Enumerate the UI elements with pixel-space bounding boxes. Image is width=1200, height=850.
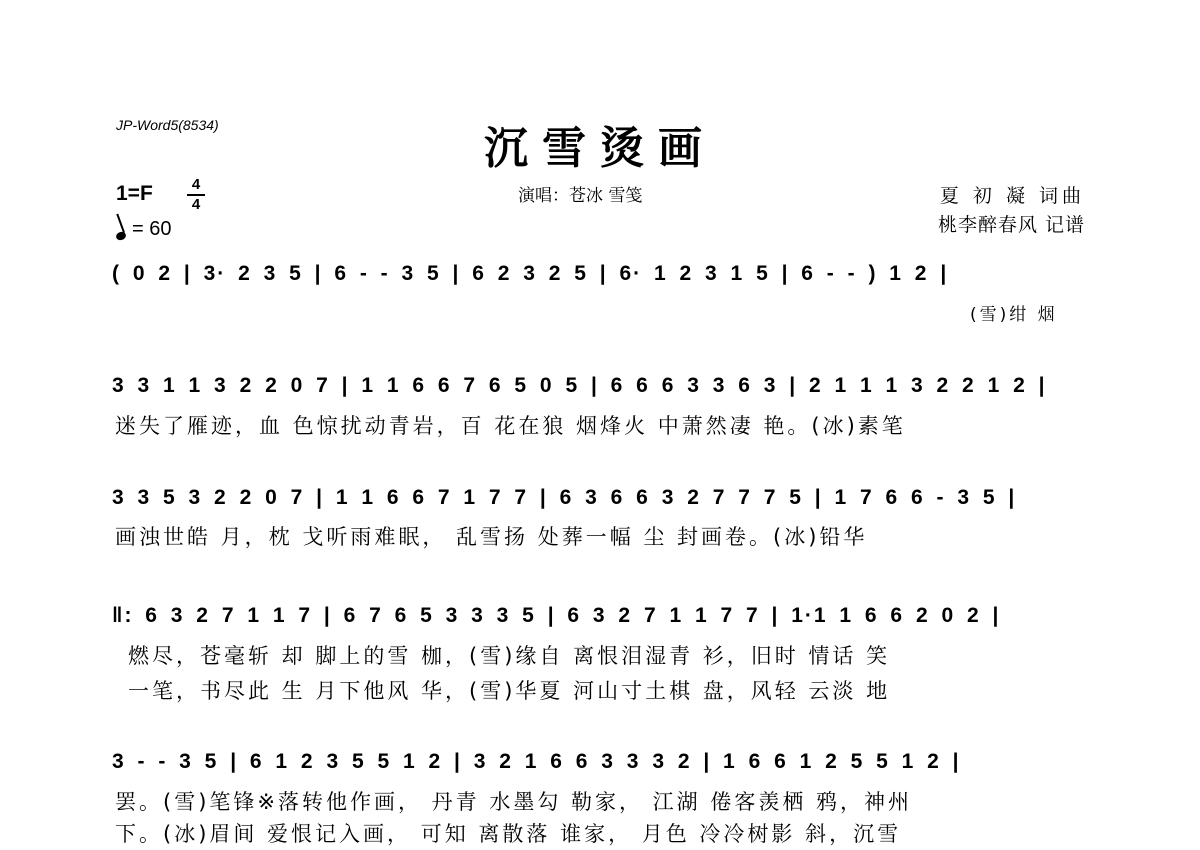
transcriber-credit: 桃李醉春风 记谱 [937,214,1085,236]
score-line-1-hint: (雪)绀 烟 [970,305,1058,325]
score-line-5-notes: 3 - - 3 5 | 6 1 2 3 5 5 1 2 | 3 2 1 6 6 3 3 3 2 | 1 6 6 1 2 5 5 1 2 | [112,750,961,773]
tempo-value: = 60 [132,218,172,240]
score-line-3-notes: 3 3 5 3 2 2 0 7 | 1 1 6 6 7 1 7 7 | 6 3 6 6 3 2 7 7 7 5 | 1 7 6 6 - 3 5 | [112,486,1017,509]
score-line-1-notes: ( 0 2 | 3· 2 3 5 | 6 - - 3 5 | 6 2 3 2 5 | 6· 1 2 3 1 5 | 6 - - ) 1 2 | [112,262,949,285]
score-line-5-lyrics-verse-1: 罢。(雪)笔锋※落转他作画， 丹青 水墨勾 勒家， 江湖 倦客羡栖 鸦，神州 [115,790,913,814]
time-signature [187,177,205,213]
score-line-2-notes: 3 3 1 1 3 2 2 0 7 | 1 1 6 6 7 6 5 0 5 | 6 6 6 3 3 6 3 | 2 1 1 1 3 2 2 1 2 | [112,374,1047,397]
singers-credit: 演唱：苍冰 雪笺 [518,186,643,206]
score-line-5-lyrics-verse-2: 下。(冰)眉间 爱恨记入画， 可知 离散落 谁家， 月色 冷冷树影 斜，沉雪 [115,822,902,846]
song-title: 沉雪烫画 [484,123,716,174]
score-line-4-lyrics-verse-2: 一笔，书尽此 生 月下他风 华，(雪)华夏 河山寸土棋 盘，风轻 云淡 地 [128,679,891,703]
score-line-2-lyrics: 迷失了雁迹，血 色惊扰动青岩，百 花在狼 烟烽火 中萧然凄 艳。(冰)素笔 [115,414,906,438]
time-signature-bottom: 4 [191,196,201,213]
composer-credit: 夏 初 凝 词曲 [939,185,1085,207]
tempo-marking [116,218,171,241]
software-label: JP-Word5(8534) [116,117,219,133]
score-line-4-lyrics-verse-1: 燃尽，苍毫斩 却 脚上的雪 枷，(雪)缘自 离恨泪湿青 衫，旧时 情话 笑 [128,644,891,668]
time-signature-top: 4 [191,176,201,193]
quarter-note-icon [115,231,127,242]
key-signature: 1=F [116,182,153,205]
score-line-3-lyrics: 画浊世皓 月，枕 戈听雨难眠， 乱雪扬 处葬一幅 尘 封画卷。(冰)铅华 [115,525,868,549]
score-line-4-notes: ‖: 6 3 2 7 1 1 7 | 6 7 6 5 3 3 3 5 | 6 3 2 7 1 1 7 7 | 1·1 1 6 6 2 0 2 | [112,604,1001,627]
